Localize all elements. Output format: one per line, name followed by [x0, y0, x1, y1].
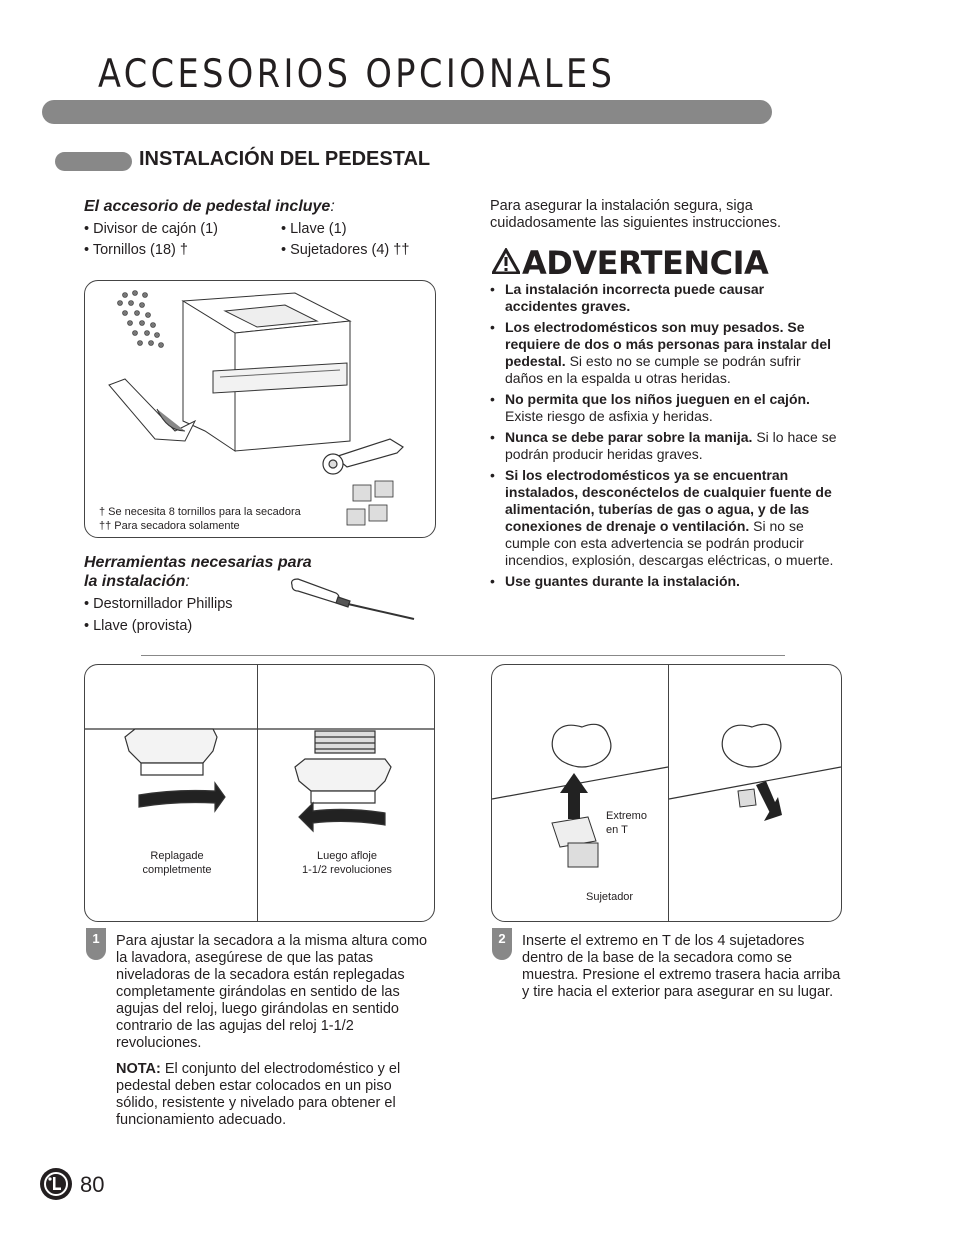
intro-text: Para asegurar la instalación segura, siga cuidadosamente las siguientes instrucciones.	[490, 198, 781, 231]
figure-note: †† Para secadora solamente	[99, 520, 240, 532]
label-clip: Sujetador	[586, 891, 634, 903]
tools-item: • Destornillador Phillips	[84, 596, 233, 612]
pedestal-illustration	[85, 281, 435, 537]
figure-notes	[99, 505, 301, 533]
leveling-legs-illustration	[85, 665, 434, 921]
divider	[141, 655, 785, 656]
tools-heading: Herramientas necesarias para la instalación:	[84, 554, 312, 590]
warning-title: ADVERTENCIA	[522, 244, 769, 282]
includes-item: • Llave (1)	[281, 221, 347, 237]
screwdriver-icon	[288, 575, 420, 623]
lg-logo-icon	[39, 1167, 73, 1201]
caption-loosen: Luego afloje 1-1/2 revoluciones	[302, 850, 392, 876]
step1-figure	[84, 664, 435, 922]
step1-badge: 1	[86, 928, 106, 960]
dryer-base-icon	[492, 724, 841, 799]
step2-text: Inserte el extremo en T de los 4 sujetadores dentro de la base de la secadora como se muestra. Presione el extremo trasera hacia arriba y tire hacia el exterior para asegurar en su lugar.	[522, 933, 841, 1000]
figure-note: † Se necesita 8 tornillos para la secadora	[99, 506, 301, 518]
clips-icon	[347, 481, 393, 525]
arrow-out-icon	[756, 781, 782, 821]
warning-item: • Los electrodomésticos son muy pesados. Se requiere de dos o más personas para instalar del pedestal. Si esto no se cumple se podrán sufrir daños en la espalda u otras heridas.	[490, 319, 832, 386]
caption-retract: Replagade completmente	[142, 850, 212, 876]
leveling-leg-icon	[85, 729, 257, 811]
step2-figure	[491, 664, 842, 922]
clip-insertion-illustration	[492, 665, 841, 921]
includes-heading: El accesorio de pedestal incluye:	[84, 198, 335, 215]
warning-item: • Use guantes durante la instalación.	[490, 573, 740, 589]
screws-icon	[118, 291, 164, 348]
page-title: ACCESORIOS OPCIONALES	[98, 52, 616, 97]
warning-item: • Nunca se debe parar sobre la manija. Si lo hace se podrán producir heridas graves.	[490, 429, 837, 462]
tools-heading-line: Herramientas necesarias para	[84, 554, 312, 571]
includes-item: • Tornillos (18) †	[84, 242, 188, 258]
section-pill	[55, 152, 132, 171]
page-number: 80	[80, 1172, 105, 1197]
title-bar	[42, 100, 772, 124]
step2-badge: 2	[492, 928, 512, 960]
warning-triangle-icon	[492, 248, 520, 274]
warning-list	[490, 281, 840, 594]
warning-item: • No permita que los niños jueguen en el cajón. Existe riesgo de asfixia y heridas.	[490, 391, 810, 424]
warning-item: • La instalación incorrecta puede causar accidentes graves.	[490, 281, 765, 314]
pedestal-icon	[183, 293, 350, 451]
wrench-icon	[323, 439, 403, 474]
includes-item: • Divisor de cajón (1)	[84, 221, 219, 237]
clip-icon	[552, 789, 756, 867]
includes-item: • Sujetadores (4) ††	[281, 242, 410, 258]
arrow-up-icon	[560, 773, 588, 819]
leveling-leg-loose-icon	[258, 729, 434, 831]
drawer-divider-icon	[109, 379, 195, 441]
tools-item: • Llave (provista)	[84, 618, 193, 634]
step1-note: NOTA: El conjunto del electrodoméstico y el pedestal deben estar colocados en un piso sólido, resistente y nivelado para obtener el funcionamiento adecuado.	[116, 1061, 401, 1128]
label-t-end: Extremo en T	[606, 810, 647, 836]
warning-item: • Si los electrodomésticos ya se encuentran instalados, desconéctelos de cualquier fuente de alimentación, tuberías de gas o agua, y de las conexiones de drenaje o ventilación. Si no se cumple con esta advertencia se podrán producir incendios, explosión, descargas eléctricas, o muerte.	[490, 467, 834, 568]
section-title: INSTALACIÓN DEL PEDESTAL	[139, 148, 431, 170]
step1-text: Para ajustar la secadora a la misma altura como la lavadora, asegúrese de que las patas niveladoras de la secadora están replegadas completamente girándolas en sentido de las agujas del reloj, luego girándolas en sentido contrario de las agujas del reloj 1-1/2 revoluciones.	[116, 933, 428, 1051]
pedestal-parts-figure	[84, 280, 436, 538]
